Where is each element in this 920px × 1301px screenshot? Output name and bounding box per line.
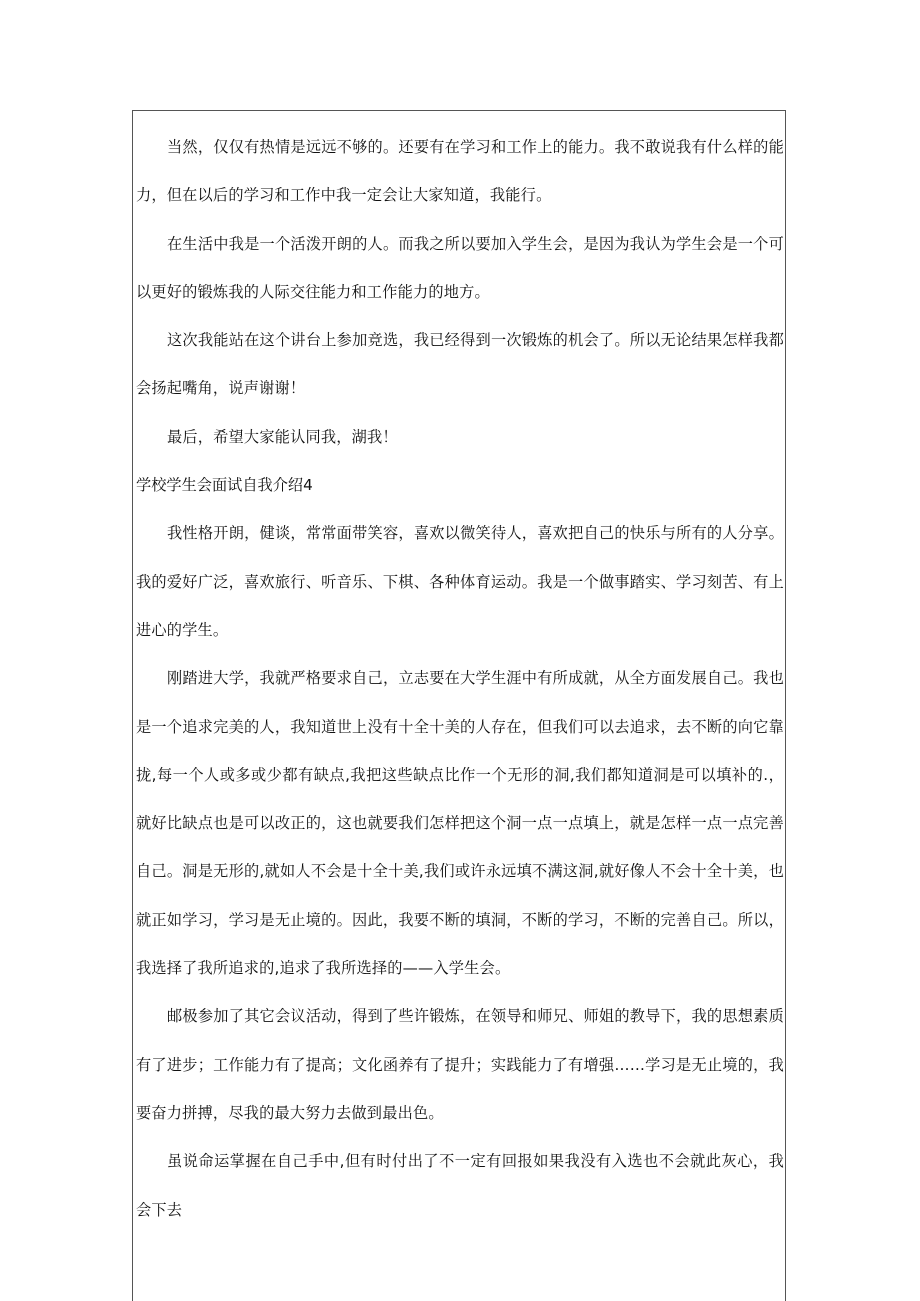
section-title: 学校学生会面试自我介绍4 — [136, 476, 313, 495]
document-body — [136, 123, 784, 1234]
paragraph-fate: 虽说命运掌握在自己手中,但有时付出了不一定有回报如果我没有入选也不会就此灰心，我会下去 — [136, 1152, 784, 1219]
paragraph-personality: 在生活中我是一个活泼开朗的人。而我之所以要加入学生会，是因为我认为学生会是一个可以更好的锻炼我的人际交往能力和工作能力的地方。 — [136, 234, 784, 301]
paragraph-university: 刚踏进大学，我就严格要求自己，立志要在大学生涯中有所成就，从全方面发展自己。我也是一个追求完美的人，我知道世上没有十全十美的人存在，但我们可以去追求，去不断的向它靠拢,每一个人或多或少都有缺点,我把这些缺点比作一个无形的洞,我们都知道洞是可以填补的.，就好比缺点也是可以改正的，这也就要我们怎样把这个洞一点一点填上，就是怎样一点一点完善自己。洞是无形的,就如人不会是十全十美,我们或许永远填不满这洞,就好像人不会十全十美，也就正如学习，学习是无止境的。因此，我要不断的填洞，不断的学习，不断的完善自己。所以，我选择了我所追求的,追求了我所选择的——入学生会。 — [136, 669, 784, 978]
paragraph-ability: 当然，仅仅有热情是远远不够的。还要有在学习和工作上的能力。我不敢说我有什么样的能力，但在以后的学习和工作中我一定会让大家知道，我能行。 — [136, 138, 784, 205]
paragraph-character: 我性格开朗，健谈，常常面带笑容，喜欢以微笑待人，喜欢把自己的快乐与所有的人分享。我的爱好广泛，喜欢旅行、听音乐、下棋、各种体育运动。我是一个做事踏实、学习刻苦、有上进心的学生。 — [136, 524, 784, 639]
paragraph-closing: 最后，希望大家能认同我，湖我！ — [167, 427, 398, 446]
paragraph-opportunity: 这次我能站在这个讲台上参加竞选，我已经得到一次锻炼的机会了。所以无论结果怎样我都会扬起嘴角，说声谢谢！ — [136, 331, 784, 398]
paragraph-activities: 邮极参加了其它会议活动，得到了些许锻炼，在领导和师兄、师姐的教导下，我的思想素质有了进步；工作能力有了提高；文化函养有了提升；实践能力了有增强……学习是无止境的，我要奋力拼搏，尽我的最大努力去做到最出色。 — [136, 1007, 784, 1122]
